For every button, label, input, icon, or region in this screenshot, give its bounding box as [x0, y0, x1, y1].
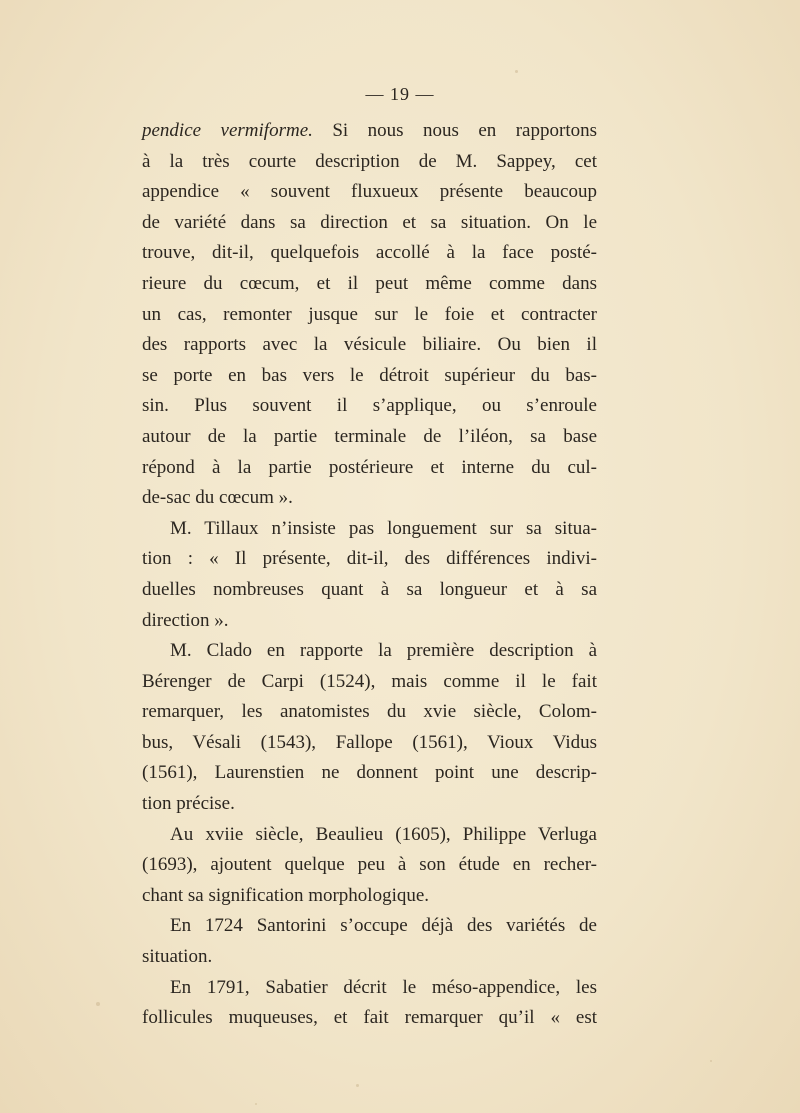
text-line: situation.: [142, 946, 213, 968]
text-line: tion précise.: [142, 793, 235, 815]
line-continuation: Si nous nous en rapportons: [312, 120, 597, 141]
text-line: rieure du cœcum, et il peut même comme dans: [142, 272, 597, 294]
paper-speck: [515, 70, 518, 73]
text-line: à la très courte description de M. Sappey, cet: [142, 150, 597, 172]
text-line: En 1791, Sabatier décrit le méso-appendice, les: [170, 976, 597, 998]
paper-speck: [356, 1084, 359, 1087]
text-line: autour de la partie terminale de l’iléon, sa base: [142, 425, 597, 447]
text-line: répond à la partie postérieure et interne du cul-: [142, 456, 597, 478]
text-line: des rapports avec la vésicule biliaire. Ou bien il: [142, 334, 597, 356]
text-line: appendice « souvent fluxueux présente beaucoup: [142, 181, 597, 203]
text-line: chant sa signification morphologique.: [142, 884, 430, 906]
text-line: de variété dans sa direction et sa situation. On le: [142, 211, 597, 233]
text-line: M. Clado en rapporte la première description à: [170, 640, 597, 662]
text-line: (1693), ajoutent quelque peu à son étude en recher-: [142, 854, 597, 876]
paper-speck: [710, 1060, 712, 1062]
text-line: En 1724 Santorini s’occupe déjà des variétés de: [170, 915, 597, 937]
paper-speck: [255, 1103, 257, 1105]
text-line: direction ».: [142, 609, 229, 631]
text-line: de-sac du cœcum ».: [142, 487, 293, 509]
text-line: remarquer, les anatomistes du xvie siècle, Colom-: [142, 701, 597, 723]
paper-speck: [96, 1002, 100, 1006]
text-line: Au xviie siècle, Beaulieu (1605), Philippe Verluga: [170, 823, 597, 845]
text-line: un cas, remonter jusque sur le foie et contracter: [142, 303, 597, 325]
text-line: bus, Vésali (1543), Fallope (1561), Vioux Vidus: [142, 731, 597, 753]
text-line: sin. Plus souvent il s’applique, ou s’enroule: [142, 395, 597, 417]
text-line: M. Tillaux n’insiste pas longuement sur sa situa-: [170, 517, 597, 539]
text-line: Bérenger de Carpi (1524), mais comme il le fait: [142, 670, 597, 692]
text-line: [142, 116, 597, 147]
text-line: follicules muqueuses, et fait remarquer qu’il « est: [142, 1007, 597, 1029]
italic-term: pendice vermiforme.: [142, 120, 313, 141]
text-line: (1561), Laurenstien ne donnent point une descrip-: [142, 762, 597, 784]
body-text: [142, 116, 597, 1034]
text-line: trouve, dit-il, quelquefois accollé à la face posté-: [142, 242, 597, 264]
page-number: — 19 —: [365, 84, 435, 104]
text-line: se porte en bas vers le détroit supérieur du bas-: [142, 364, 597, 386]
text-line: duelles nombreuses quant à sa longueur et à sa: [142, 578, 597, 600]
text-line: tion : « Il présente, dit-il, des différences indivi-: [142, 548, 597, 570]
